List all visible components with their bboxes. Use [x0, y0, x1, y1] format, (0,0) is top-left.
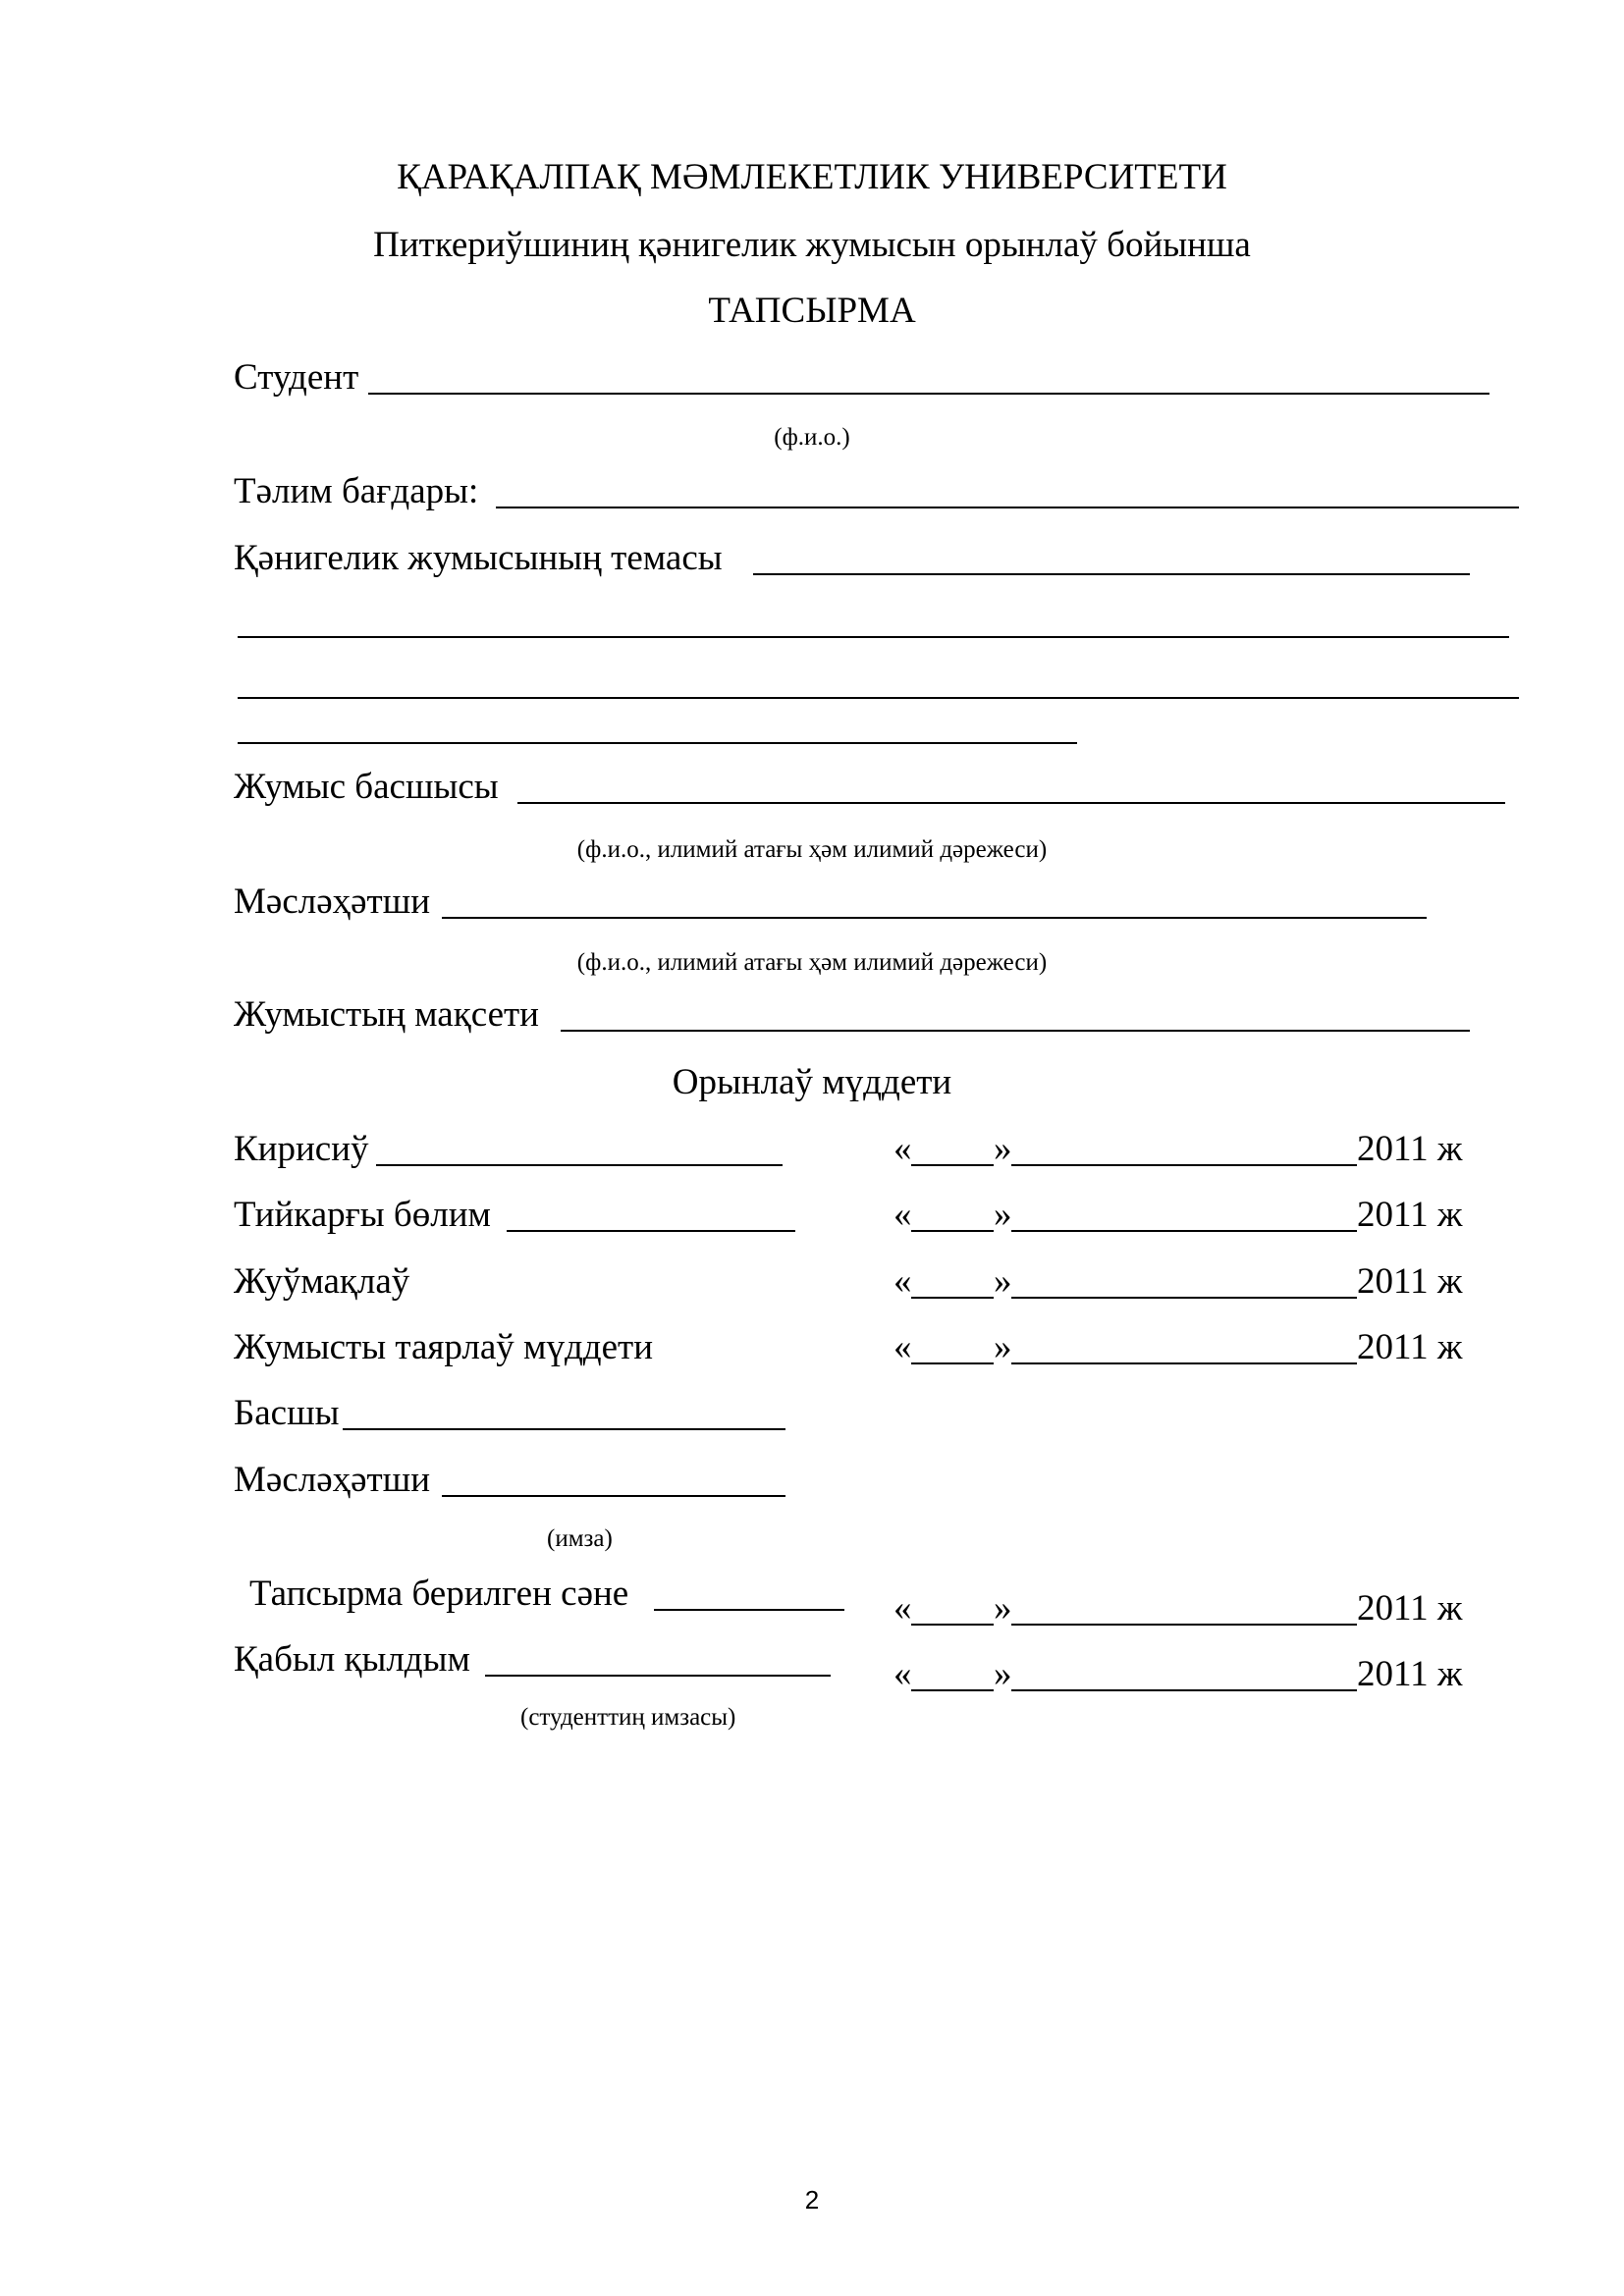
accepted-signature-field[interactable] [485, 1675, 831, 1677]
schedule-heading: Орынлаў мүддети [672, 1062, 952, 1102]
signature-hint: (имза) [547, 1525, 613, 1552]
accepted-day-field[interactable] [911, 1689, 994, 1691]
consultant-sign-label: Мәсләҳәтши [234, 1460, 431, 1500]
supervisor-field[interactable] [517, 802, 1505, 804]
supervisor-hint: (ф.и.о., илимий атағы ҳәм илимий дәрежеси) [576, 836, 1048, 863]
topic-label: Қәнигелик жумысының темасы [234, 538, 723, 578]
quote-close: » [994, 1654, 1012, 1694]
quote-close: » [994, 1327, 1012, 1367]
issued-date-field[interactable] [654, 1609, 844, 1611]
goal-field[interactable] [561, 1030, 1470, 1032]
schedule-row-field[interactable] [507, 1230, 795, 1232]
consultant-label: Мәсләҳәтши [234, 881, 431, 922]
month-field[interactable] [1011, 1362, 1357, 1364]
document-subtitle: Питкериўшиниң қәнигелик жумысын орынлаў бойынша [373, 225, 1251, 265]
month-field[interactable] [1011, 1230, 1357, 1232]
schedule-row-field[interactable] [376, 1164, 783, 1166]
quote-close: » [994, 1195, 1012, 1235]
topic-field[interactable] [753, 573, 1470, 575]
quote-open: « [893, 1327, 912, 1367]
day-field[interactable] [911, 1164, 994, 1166]
page-number: 2 [804, 2185, 820, 2215]
quote-open: « [893, 1129, 912, 1169]
direction-field[interactable] [496, 507, 1519, 508]
issued-date-label: Тапсырма берилген сәне [249, 1574, 629, 1614]
student-label: Студент [234, 357, 359, 398]
topic-field-line-4[interactable] [238, 742, 1077, 744]
topic-field-line-3[interactable] [238, 697, 1519, 699]
quote-close: » [994, 1129, 1012, 1169]
schedule-row-label: Кирисиў [234, 1129, 369, 1169]
quote-open: « [893, 1588, 912, 1629]
quote-open: « [893, 1654, 912, 1694]
student-name-hint: (ф.и.о.) [774, 424, 850, 451]
year-label: 2011 ж [1357, 1129, 1463, 1169]
schedule-row-label: Жумысты таярлаў мүддети [234, 1327, 653, 1367]
schedule-row-label: Тийкарғы бөлим [234, 1195, 491, 1235]
month-field[interactable] [1011, 1297, 1357, 1299]
supervisor-label: Жумыс басшысы [234, 767, 499, 807]
day-field[interactable] [911, 1297, 994, 1299]
goal-label: Жумыстың мақсети [234, 994, 539, 1035]
quote-open: « [893, 1195, 912, 1235]
consultant-hint: (ф.и.о., илимий атағы ҳәм илимий дәрежеси) [576, 949, 1048, 976]
document-title: ТАПСЫРМА [708, 291, 916, 331]
year-label: 2011 ж [1357, 1195, 1463, 1235]
year-label: 2011 ж [1357, 1327, 1463, 1367]
month-field[interactable] [1011, 1164, 1357, 1166]
consultant-field[interactable] [442, 917, 1427, 919]
university-title: ҚАРАҚАЛПАҚ МӘМЛЕКЕТЛИК УНИВЕРСИТЕТИ [397, 157, 1227, 197]
consultant-signature-field[interactable] [442, 1495, 785, 1497]
head-label: Басшы [234, 1393, 340, 1433]
issued-day-field[interactable] [911, 1624, 994, 1626]
quote-close: » [994, 1261, 1012, 1302]
year-label: 2011 ж [1357, 1654, 1463, 1694]
topic-field-line-2[interactable] [238, 636, 1509, 638]
year-label: 2011 ж [1357, 1588, 1463, 1629]
accepted-month-field[interactable] [1011, 1689, 1357, 1691]
direction-label: Тәлим бағдары: [234, 471, 479, 511]
year-label: 2011 ж [1357, 1261, 1463, 1302]
day-field[interactable] [911, 1362, 994, 1364]
quote-close: » [994, 1588, 1012, 1629]
day-field[interactable] [911, 1230, 994, 1232]
accepted-label: Қабыл қылдым [234, 1639, 470, 1680]
student-signature-hint: (студенттиң имзасы) [520, 1704, 736, 1731]
schedule-row-label: Жуўмақлаў [234, 1261, 410, 1302]
head-signature-field[interactable] [343, 1428, 785, 1430]
quote-open: « [893, 1261, 912, 1302]
issued-month-field[interactable] [1011, 1624, 1357, 1626]
student-field[interactable] [368, 393, 1489, 395]
